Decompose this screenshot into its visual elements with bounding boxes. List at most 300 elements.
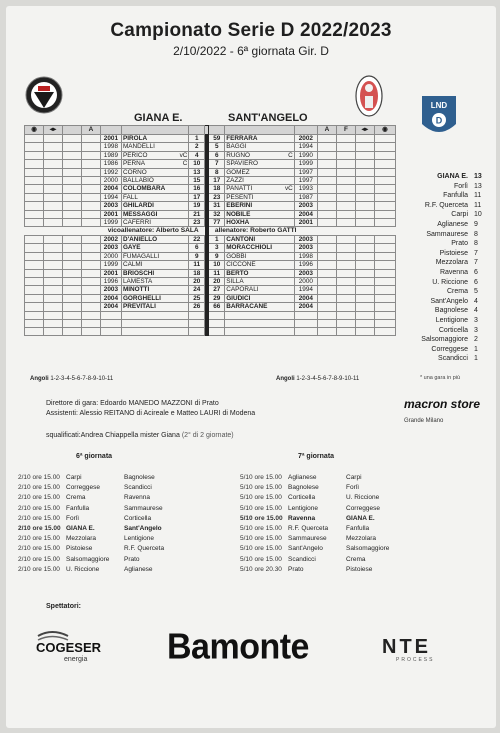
home-event-cell [43, 151, 62, 159]
home-player-number: 18 [189, 269, 205, 277]
away-event-cell [317, 135, 336, 143]
lineup-row [25, 185, 396, 193]
away-event-cell [336, 244, 355, 252]
standings-points: 5 [474, 288, 478, 296]
home-event-cell [62, 244, 81, 252]
away-player-name-text: BAGGI [226, 143, 247, 151]
standings-points: 11 [474, 201, 482, 209]
away-event-cell [317, 210, 336, 218]
away-player-year: 2002 [294, 135, 317, 143]
away-event-cell [317, 277, 336, 285]
away-event-cell [317, 160, 336, 168]
away-player-number: 9 [209, 252, 225, 260]
home-event-cell [25, 160, 44, 168]
home-player-name [121, 185, 188, 193]
home-player-name [121, 235, 188, 243]
away-empty-cell [317, 311, 336, 319]
away-player-name-text: CICCONE [226, 261, 256, 269]
lineup-row [25, 151, 396, 159]
standings-team: Sammaurese [426, 230, 468, 238]
away-event-cell [355, 277, 374, 285]
home-player-number: 22 [189, 235, 205, 243]
away-empty-cell [336, 327, 355, 335]
home-player-name [121, 294, 188, 302]
away-player-year: 2003 [294, 202, 317, 210]
suspended-players [46, 432, 234, 439]
fixture-away-team: Corticella [124, 514, 152, 522]
standings-points: 13 [474, 173, 482, 180]
fixture-home-team: Bagnolese [288, 484, 319, 492]
away-event-cell [374, 261, 395, 269]
home-event-cell [62, 160, 81, 168]
home-player-year: 2004 [100, 185, 121, 193]
fixture-date: 2/10 ore 15.00 [18, 514, 60, 522]
away-event-cell [317, 261, 336, 269]
home-player-name [121, 193, 188, 201]
away-player-name-text: GOBBI [226, 252, 247, 260]
away-player-year: 1994 [294, 286, 317, 294]
round6-fixtures [18, 473, 194, 575]
away-player-name [225, 252, 295, 260]
away-event-cell [336, 277, 355, 285]
away-empty-cell [355, 311, 374, 319]
home-event-cell [43, 168, 62, 176]
fixture-row [18, 483, 194, 493]
away-event-cell [317, 168, 336, 176]
home-player-number: 24 [189, 286, 205, 294]
standings-row [406, 258, 486, 268]
away-player-name [225, 160, 295, 168]
away-event-cell [317, 219, 336, 227]
away-empty-cell [355, 327, 374, 335]
standings-points: 8 [474, 230, 478, 238]
away-player-name [225, 269, 295, 277]
away-event-cell [336, 303, 355, 311]
away-player-name [225, 151, 295, 159]
fixture-home-team: Mezzolara [66, 535, 96, 543]
yellow-card-icon [62, 126, 81, 135]
standings-row [406, 239, 486, 249]
home-player-name [121, 160, 188, 168]
home-player-name [121, 261, 188, 269]
away-event-cell [317, 252, 336, 260]
lineup-row [25, 160, 396, 168]
fixture-home-team: Correggese [66, 484, 100, 492]
lnd-badge-bottom: D [435, 115, 443, 126]
standings-row [406, 278, 486, 288]
standings-points: 6 [474, 268, 478, 276]
away-player-name-text: NOBILE [226, 210, 251, 218]
away-event-cell [374, 294, 395, 302]
fixture-home-team: Prato [288, 565, 304, 573]
standings-points: 10 [474, 211, 482, 219]
fixture-row [18, 565, 194, 575]
away-player-name-text: PANATTI [226, 185, 253, 193]
away-player-year: 1997 [294, 177, 317, 185]
home-player-name [121, 168, 188, 176]
away-empty-cell [374, 311, 395, 319]
standings-team: R.F. Querceta [424, 201, 468, 209]
home-empty-cell [81, 311, 100, 319]
home-event-cell [62, 202, 81, 210]
fixture-away-team: Crema [346, 555, 366, 563]
away-player-year: 1987 [294, 193, 317, 201]
away-event-cell [317, 151, 336, 159]
home-player-name [121, 303, 188, 311]
away-event-cell [336, 185, 355, 193]
home-player-name-text: GHILARDI [122, 202, 154, 210]
away-empty-cell [209, 319, 225, 327]
home-event-cell [43, 303, 62, 311]
home-event-cell [25, 261, 44, 269]
home-team-name: GIANA E. [134, 112, 183, 124]
standings-points: 1 [474, 355, 478, 363]
standings-row [406, 210, 486, 220]
home-player-name [121, 286, 188, 294]
away-player-number: 1 [209, 235, 225, 243]
away-event-cell [336, 269, 355, 277]
away-event-cell [336, 294, 355, 302]
home-player-year: 2004 [100, 294, 121, 302]
away-event-cell [317, 185, 336, 193]
away-event-cell [374, 269, 395, 277]
macron-store-sub: Grande Milano [404, 418, 444, 424]
home-event-cell [81, 303, 100, 311]
away-event-cell [374, 303, 395, 311]
home-player-name-text: MANDELLI [122, 143, 155, 151]
home-a-header: A [81, 126, 100, 135]
away-player-number: 29 [209, 294, 225, 302]
home-player-year: 2003 [100, 244, 121, 252]
fixture-away-team: Sant'Angelo [124, 524, 162, 532]
standings-team: Forlì [454, 182, 468, 190]
lineup-row [25, 244, 396, 252]
home-event-cell [25, 303, 44, 311]
fixture-home-team: Lentigione [288, 504, 318, 512]
away-player-year: 1998 [294, 252, 317, 260]
macron-store-logo [404, 397, 496, 425]
fixture-date: 2/10 ore 15.00 [18, 484, 60, 492]
fixture-date: 5/10 ore 15.00 [240, 524, 282, 532]
standings-row [406, 201, 486, 211]
lineup-row [25, 261, 396, 269]
away-player-name-text: PESENTI [226, 193, 254, 201]
away-player-year: 1999 [294, 160, 317, 168]
fixture-date: 5/10 ore 15.00 [240, 474, 282, 481]
home-event-cell [43, 235, 62, 243]
away-event-cell [355, 168, 374, 176]
home-empty-cell [43, 311, 62, 319]
fixture-date: 2/10 ore 15.00 [18, 535, 60, 543]
home-event-cell [43, 286, 62, 294]
away-player-number: 11 [209, 269, 225, 277]
home-player-name-text: PERNA [122, 160, 145, 168]
away-event-cell [355, 185, 374, 193]
home-event-cell [25, 235, 44, 243]
home-event-cell [81, 160, 100, 168]
home-event-cell [62, 168, 81, 176]
away-player-year: 1990 [294, 151, 317, 159]
home-event-cell [62, 303, 81, 311]
home-empty-cell [81, 319, 100, 327]
away-player-name-text: HOXHA [226, 219, 250, 227]
away-player-name [225, 286, 295, 294]
away-empty-cell [294, 327, 317, 335]
home-event-cell [81, 202, 100, 210]
home-event-cell [81, 261, 100, 269]
sub-arrows-icon: ◂▸ [355, 126, 374, 135]
away-event-cell [317, 193, 336, 201]
page-title: Campionato Serie D 2022/2023 [110, 20, 392, 41]
fixture-away-team: Mezzolara [346, 535, 376, 543]
home-coach: vicoallenatore: Alberto SALA [107, 227, 199, 235]
empty-lineup-row [25, 327, 396, 335]
lineup-row [25, 143, 396, 151]
fixture-home-team: Sammaurese [288, 535, 327, 543]
fixture-date: 5/10 ore 15.00 [240, 484, 282, 492]
away-event-cell [317, 235, 336, 243]
away-player-number: 77 [209, 219, 225, 227]
home-player-role: C [182, 160, 188, 168]
suspended-label: squalificati:Andrea Chiappella mister Giana [46, 432, 180, 439]
fixture-away-team: Forlì [346, 484, 359, 492]
suspended-note: (2° di 2 giornate) [181, 432, 234, 439]
away-event-cell [374, 135, 395, 143]
standings-points: 11 [474, 192, 482, 200]
away-player-name-text: FERRARA [226, 135, 258, 142]
away-player-name [225, 303, 295, 311]
away-event-cell [336, 193, 355, 201]
away-player-year: 2003 [294, 235, 317, 243]
nte-logo-icon [378, 635, 470, 663]
cogeser-name: COGESER [36, 640, 102, 655]
fixture-date: 2/10 ore 15.00 [18, 474, 60, 481]
away-player-name-text: RUGNO [226, 151, 250, 159]
away-player-name-text: BARRACANE [226, 303, 268, 311]
home-empty-cell [43, 319, 62, 327]
away-player-number: 10 [209, 261, 225, 269]
away-event-cell [374, 193, 395, 201]
fixture-date: 2/10 ore 15.00 [18, 565, 60, 573]
standings-points: 3 [474, 326, 478, 334]
home-event-cell [81, 135, 100, 143]
away-empty-cell [209, 311, 225, 319]
away-player-name-text: GIUDICI [226, 294, 251, 302]
away-player-year: 2004 [294, 294, 317, 302]
fixture-row [240, 524, 416, 534]
away-player-name [225, 219, 295, 227]
standings-row [406, 326, 486, 336]
away-event-cell [355, 177, 374, 185]
home-event-cell [43, 244, 62, 252]
fixture-date: 2/10 ore 15.00 [18, 494, 60, 502]
away-player-role: vC [284, 185, 293, 193]
home-event-cell [62, 269, 81, 277]
home-player-number: 17 [189, 193, 205, 201]
home-event-cell [25, 202, 44, 210]
home-event-cell [43, 294, 62, 302]
fixture-row [18, 544, 194, 554]
fixture-home-team: Fanfulla [66, 504, 90, 512]
home-empty-cell [121, 327, 188, 335]
away-event-cell [374, 235, 395, 243]
away-event-cell [317, 177, 336, 185]
away-player-name [225, 143, 295, 151]
standings-points: 8 [474, 240, 478, 248]
fixture-home-team: Pistoiese [66, 545, 93, 553]
away-event-cell [355, 286, 374, 294]
fixture-date: 2/10 ore 15.00 [18, 524, 61, 532]
home-event-cell [81, 185, 100, 193]
standings-points: 9 [474, 220, 478, 228]
fixture-home-team: Aglianese [288, 474, 317, 481]
away-player-number: 27 [209, 286, 225, 294]
home-event-cell [43, 252, 62, 260]
away-player-number: 7 [209, 160, 225, 168]
home-empty-cell [121, 311, 188, 319]
home-empty-cell [43, 327, 62, 335]
standings-row [406, 316, 486, 326]
away-event-cell [336, 202, 355, 210]
fixture-row [240, 534, 416, 544]
standings-team: Fanfulla [443, 192, 468, 200]
standings-team: Aglianese [437, 220, 468, 228]
lineup-header-row [25, 126, 396, 135]
cogeser-sub: energia [64, 656, 88, 663]
home-event-cell [62, 135, 81, 143]
home-player-number: 1 [189, 135, 205, 143]
away-event-cell [355, 244, 374, 252]
home-event-cell [25, 151, 44, 159]
home-player-name-text: GORGHELLI [122, 294, 161, 302]
away-a-header: A [317, 126, 336, 135]
away-event-cell [374, 277, 395, 285]
away-event-cell [355, 219, 374, 227]
standings-points: 7 [474, 259, 478, 267]
standings-team: Pistoiese [439, 249, 468, 257]
away-empty-cell [294, 311, 317, 319]
home-player-number: 16 [189, 185, 205, 193]
fixture-home-team: Scandicci [288, 555, 316, 563]
away-f-header: F [336, 126, 355, 135]
home-player-name [121, 143, 188, 151]
standings-team: Correggese [431, 345, 468, 353]
away-player-year: 1997 [294, 168, 317, 176]
home-player-name-text: CALMI [122, 261, 143, 269]
home-empty-cell [81, 327, 100, 335]
giana-crest-icon [24, 74, 64, 116]
fixture-home-team: Corticella [288, 494, 316, 502]
away-event-cell [355, 151, 374, 159]
away-player-name-text: EBERINI [226, 202, 253, 210]
home-player-name [121, 202, 188, 210]
away-player-number: 5 [209, 143, 225, 151]
home-empty-cell [25, 311, 44, 319]
fixture-away-team: Aglianese [124, 565, 153, 573]
away-event-cell [336, 235, 355, 243]
away-player-number: 59 [209, 135, 225, 143]
away-player-year: 2003 [294, 244, 317, 252]
standings-team: Sant'Angelo [430, 297, 468, 305]
away-event-cell [374, 286, 395, 294]
lnd-badge-icon [420, 94, 458, 140]
away-corners [276, 376, 359, 382]
home-player-name-text: MESSAGGI [122, 210, 158, 218]
assistants: Assistenti: Alessio REITANO di Acireale e Matteo LAURI di Modena [46, 410, 256, 417]
away-player-number: 17 [209, 177, 225, 185]
fixture-row [240, 483, 416, 493]
away-player-year: 1993 [294, 185, 317, 193]
away-player-name-text: MORACCHIOLI [226, 244, 272, 252]
away-header-blank [209, 126, 225, 135]
home-player-number: 26 [189, 303, 205, 311]
away-player-name [225, 294, 295, 302]
bamonte-logo: Bamonte [167, 627, 309, 667]
away-event-cell [374, 219, 395, 227]
home-empty-cell [121, 319, 188, 327]
match-sheet [6, 6, 496, 728]
round7-fixtures [240, 473, 416, 575]
home-event-cell [81, 252, 100, 260]
standings-row [406, 220, 486, 230]
home-event-cell [62, 143, 81, 151]
away-event-cell [374, 168, 395, 176]
fixture-away-team: Fanfulla [346, 524, 370, 532]
away-player-number: 18 [209, 185, 225, 193]
away-player-name [225, 261, 295, 269]
fixture-home-team: Ravenna [288, 514, 316, 522]
home-player-year: 2000 [100, 177, 121, 185]
home-player-name-text: D'ANIELLO [122, 235, 158, 243]
home-player-number: 2 [189, 143, 205, 151]
home-event-cell [43, 177, 62, 185]
home-event-cell [25, 168, 44, 176]
home-player-number: 9 [189, 252, 205, 260]
away-event-cell [336, 252, 355, 260]
away-event-cell [317, 294, 336, 302]
home-event-cell [81, 193, 100, 201]
home-event-cell [81, 294, 100, 302]
away-player-name-text: CANTONI [226, 235, 256, 243]
fixture-away-team: GIANA E. [346, 514, 375, 522]
away-empty-cell [225, 319, 295, 327]
away-event-cell [355, 261, 374, 269]
away-player-number: 8 [209, 168, 225, 176]
away-empty-cell [336, 319, 355, 327]
home-player-year: 1992 [100, 168, 121, 176]
home-player-number: 20 [189, 277, 205, 285]
away-event-cell [336, 261, 355, 269]
home-player-year: 2003 [100, 202, 121, 210]
home-player-year: 1996 [100, 277, 121, 285]
home-player-name-text: BRIOSCHI [122, 269, 155, 277]
fixture-row [240, 493, 416, 503]
away-player-year: 1994 [294, 143, 317, 151]
home-player-number: 4 [189, 151, 205, 159]
lineup-row [25, 177, 396, 185]
home-player-year: 2000 [100, 252, 121, 260]
macron-store-name: macron store [404, 397, 481, 411]
lineup-row [25, 193, 396, 201]
standings-points: 1 [474, 345, 478, 353]
standings-team: U. Riccione [432, 278, 468, 286]
lnd-badge-top: LND [430, 101, 448, 110]
home-empty-cell [62, 311, 81, 319]
home-empty-cell [25, 319, 44, 327]
home-player-name [121, 177, 188, 185]
home-player-year: 2002 [100, 235, 121, 243]
away-event-cell [355, 235, 374, 243]
